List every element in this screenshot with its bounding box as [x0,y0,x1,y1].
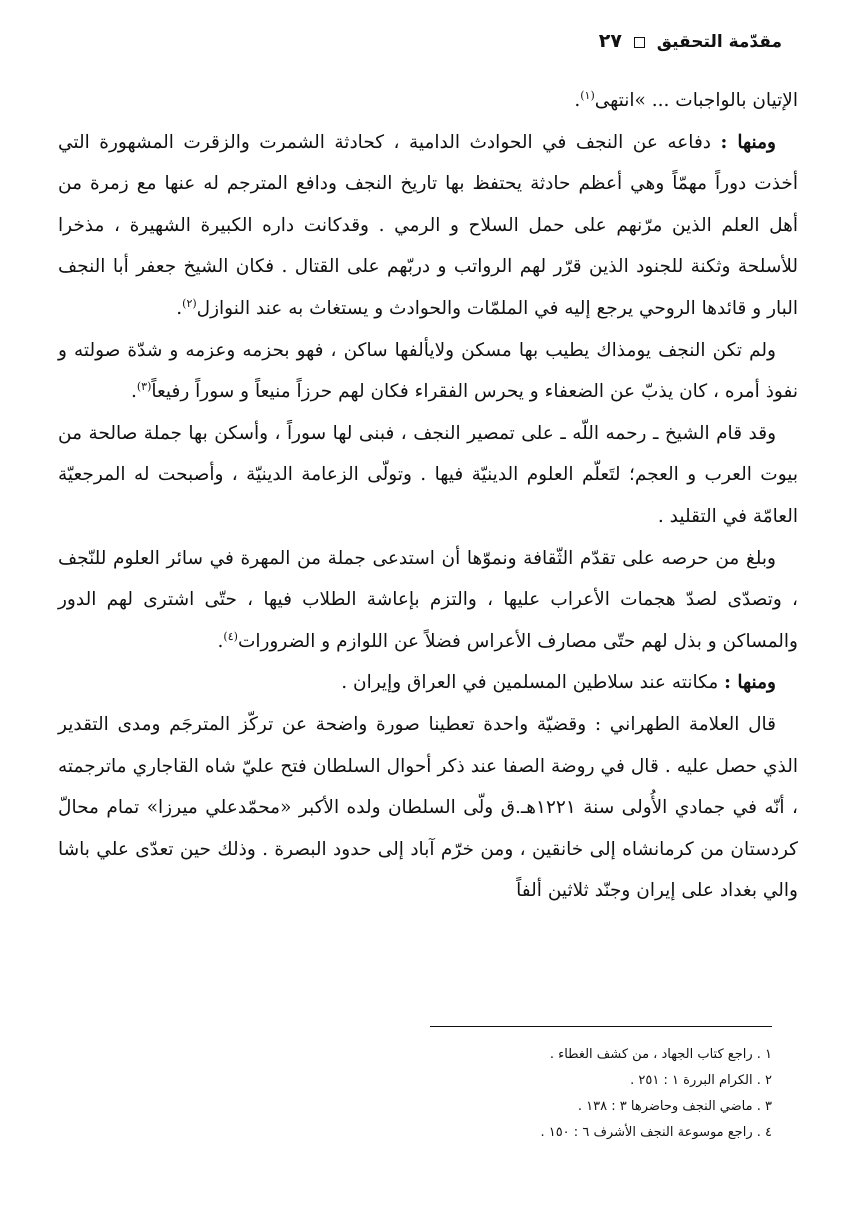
footnote-separator [430,1026,772,1027]
paragraph: وبلغ من حرصه على تقدّم الثّقافة ونموّها أن استدعى جملة من المهرة في سائر العلوم للنّجف ، وتصدّى لصدّ هجمات الأعراب عليها ، والتزم بإعاشة الطلاب فيها ، حتّى اشترى لهم الدور والمساكن و بذل لهم حتّى مصارف الأعراس فضلاً عن اللوازم و الضرورات$^{(٤)}$. [58,547,798,652]
paragraph-lead: ومنها : [720,131,776,153]
footnote: ١ . راجع كتاب الجهاد ، من كشف الغطاء . [549,1047,772,1062]
footnote: ٣ . ماضي النجف وحاضرها ٣ : ١٣٨ . [577,1099,772,1114]
footnote-ref: (٤) [223,629,238,643]
running-header [599,30,782,52]
paragraph: الإتيان بالواجبات ... »انتهى$^{(١)}$. [574,88,798,111]
paragraph: قال العلامة الطهراني : وقضيّة واحدة تعطينا صورة واضحة عن تركّز المترجَم ومدى التقدير الذي حصل عليه . قال في روضة الصفا عند ذكر أحوال السلطان فتح عليّ شاه القاجاري ماترجمته ، أنّه في جمادي الأُولى سنة ١٢٢١هـ.ق ولّى السلطان ولده الأكبر «محمّدعلي ميرزا» تمام محالّ كردستان من كرمانشاه إلى خانقين ، ومن خرّم آباد إلى حدود البصرة . وذلك حين تعدّى علي باشا والي بغداد على إيران وجنّد ثلاثين ألفاً [58,713,798,902]
paragraph: وقد قام الشيخ ـ رحمه اللّه ـ على تمصير النجف ، فبنى لها سوراً ، وأسكن بها جملة صالحة من بيوت العرب و العجم؛ لتَعلّم العلوم الدينيّة فيها . وتولّى الزعامة الدينيّة ، وأصبحت له المرجعيّة العامّة في التقليد . [58,422,798,527]
body-text [58,80,798,912]
paragraph: ومنها : مكانته عند سلاطين المسلمين في العراق وإيران . [341,672,776,694]
paragraph: ومنها : دفاعه عن النجف في الحوادث الدامية ، كحادثة الشمرت والزقرت المشهورة التي أخذت دوراً مهمّاً وهي أعظم حادثة يحتفظ بها تاريخ النجف ودافع المترجم له عنها مع زمرة من أهل العلم الذين مرّنهم على حمل السلاح و الرمي . وقدكانت داره الكبيرة الشهيرة ، مذخرا للأسلحة وثكنة للجنود الذين قرّر لهم الرواتب و دربّهم على القتال . فكان الشيخ جعفر أبا النجف البار و قائدها الروحي يرجع إليه في الملمّات والحوادث و يستغاث به عند النوازل$^{(٢)}$. [58,131,798,319]
footnote-ref: (١) [580,88,595,102]
header-title: مقدّمة التحقيق [656,32,782,52]
footnote: ٢ . الكرام البررة ١ : ٢٥١ . [630,1073,772,1088]
page-number: ٢٧ [598,30,622,52]
footnote-ref: (٢) [182,296,197,310]
footnote-ref: (٣) [136,380,152,393]
paragraph-lead: ومنها : [724,672,776,694]
footnote: ٤ . راجع موسوعة النجف الأشرف ٦ : ١٥٠ . [540,1125,772,1140]
footnotes [540,1042,772,1146]
paragraph: ولم تكن النجف يومذاك يطيب بها مسكن ولايألفها ساكن ، فهو بحزمه وعزمه و شدّة صولته و نفوذ أمره ، كان يذبّ عن الضعفاء و يحرس الفقراء فكان لهم حرزاً منيعاً و سوراً رفيعاً$^{(٣)}$. [58,339,798,403]
square-ornament-icon [634,37,645,48]
